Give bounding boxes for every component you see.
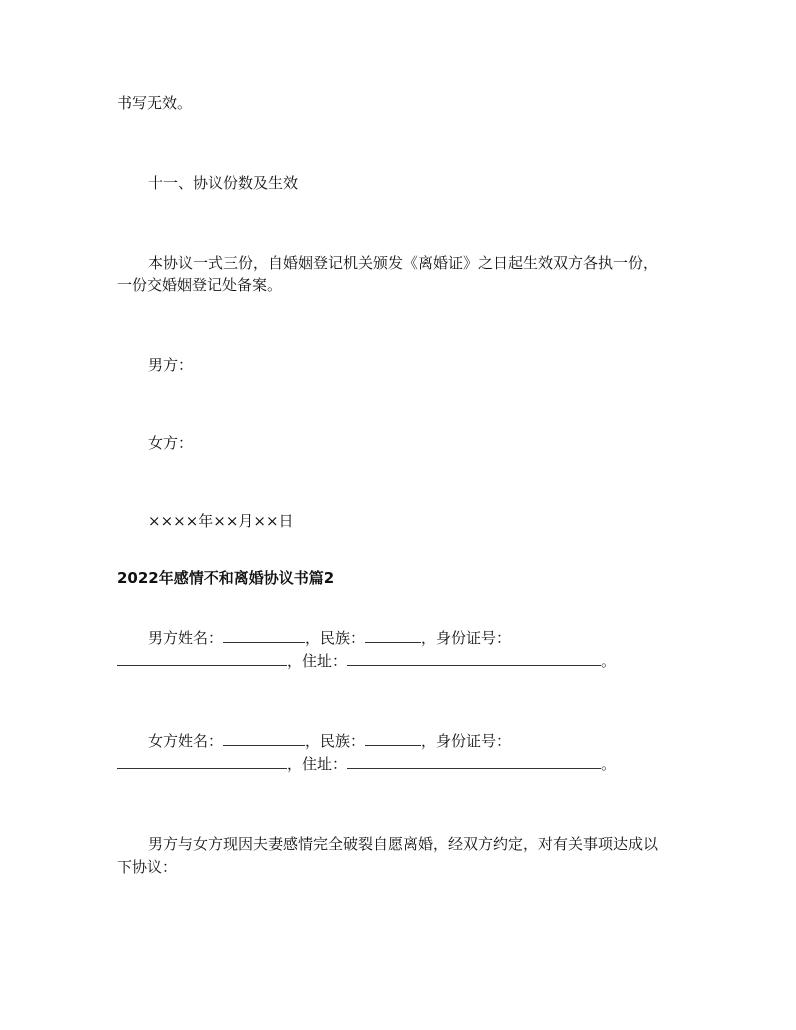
section-11-title: 十一、协议份数及生效 xyxy=(148,174,299,192)
female-info-line1 xyxy=(148,730,511,752)
female-info-end: 。 xyxy=(601,755,617,773)
male-ethnicity-label: ，民族： xyxy=(305,629,366,647)
male-info-line1 xyxy=(148,627,511,649)
female-ethnicity-blank[interactable] xyxy=(365,730,421,746)
female-signature-label: 女方： xyxy=(148,434,194,452)
female-name-label: 女方姓名： xyxy=(148,732,224,750)
male-address-label: ，住址： xyxy=(287,652,348,670)
male-info-end: 。 xyxy=(601,652,617,670)
female-ethnicity-label: ，民族： xyxy=(305,732,366,750)
article-2-title: 2022年感情不和离婚协议书篇2 xyxy=(117,569,335,587)
female-name-blank[interactable] xyxy=(223,730,305,746)
male-address-blank[interactable] xyxy=(347,650,601,666)
female-address-label: ，住址： xyxy=(287,755,348,773)
female-info-line2 xyxy=(117,753,616,775)
agreement-intro-line1: 男方与女方现因夫妻感情完全破裂自愿离婚，经双方约定，对有关事项达成以 xyxy=(148,835,659,853)
paragraph-continuation: 书写无效。 xyxy=(117,94,193,112)
section-11-body-line1: 本协议一式三份，自婚姻登记机关颁发《离婚证》之日起生效双方各执一份， xyxy=(148,254,659,272)
female-address-blank[interactable] xyxy=(347,753,601,769)
female-id-label: ，身份证号： xyxy=(421,732,512,750)
male-name-blank[interactable] xyxy=(223,627,305,643)
male-id-blank[interactable] xyxy=(117,650,287,666)
male-id-label: ，身份证号： xyxy=(421,629,512,647)
female-id-blank[interactable] xyxy=(117,753,287,769)
male-ethnicity-blank[interactable] xyxy=(365,627,421,643)
male-name-label: 男方姓名： xyxy=(148,629,224,647)
section-11-body-line2: 一份交婚姻登记处备案。 xyxy=(117,276,283,294)
agreement-intro-line2: 下协议： xyxy=(117,858,178,876)
date-line: ××××年××月××日 xyxy=(148,512,294,530)
male-info-line2 xyxy=(117,650,616,672)
male-signature-label: 男方： xyxy=(148,356,194,374)
